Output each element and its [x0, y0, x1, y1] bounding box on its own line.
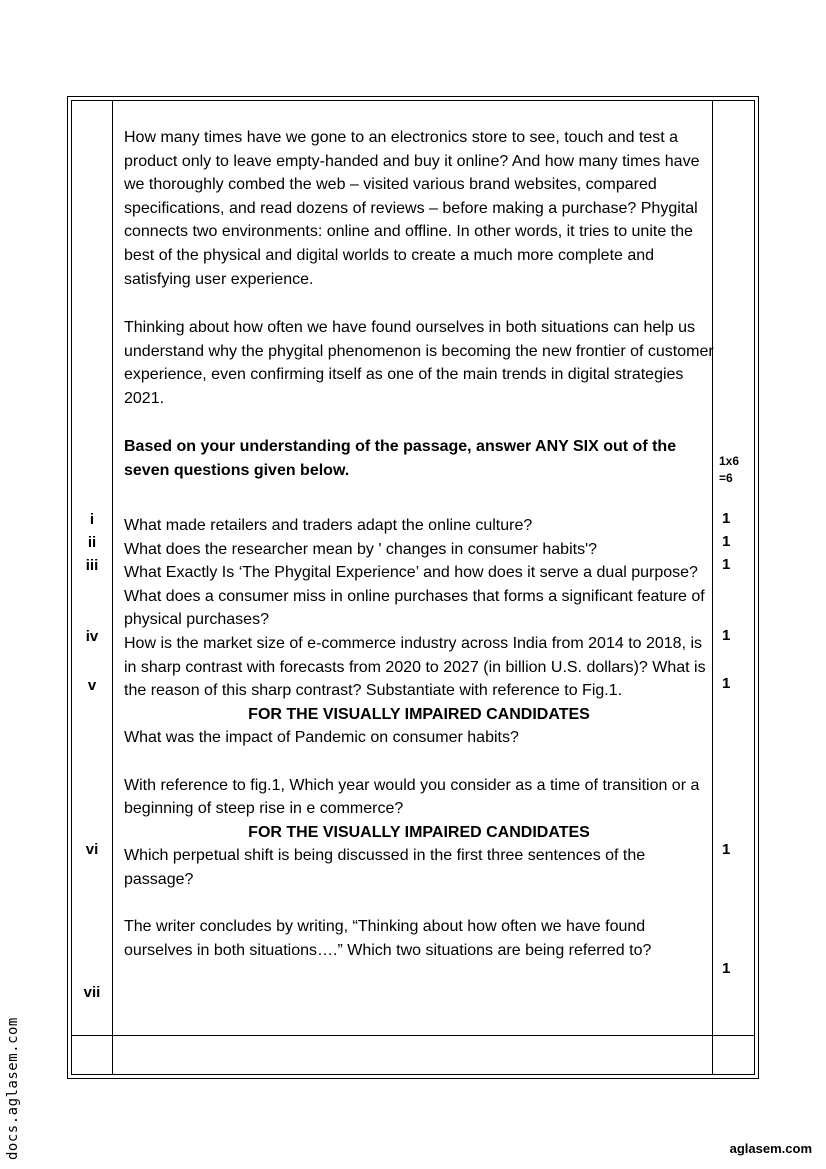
question-number-iii: iii — [85, 557, 99, 574]
marks-iii: 1 — [722, 556, 731, 573]
side-watermark: docs.aglasem.com — [5, 1017, 21, 1160]
questions-block — [124, 514, 714, 962]
marks-iv: 1 — [722, 627, 731, 644]
row-divider-bottom — [72, 1035, 754, 1036]
question-text-ii: What does the researcher mean by ' changes in consumer habits'? — [124, 540, 598, 558]
question-number-vii: vii — [83, 984, 101, 1001]
table-inner-border — [71, 100, 755, 1075]
question-number-iv: iv — [85, 628, 99, 645]
question-number-ii: ii — [87, 534, 97, 551]
column-divider-left — [112, 101, 113, 1074]
question-table — [67, 96, 759, 1079]
question-text-iv: What does a consumer miss in online purchases that forms a significant feature of physical purchases? — [124, 587, 705, 629]
question-text-vii: The writer concludes by writing, “Thinking about how often we have found ourselves in both situations….” Which two situations are being referred to? — [124, 918, 652, 959]
vi-heading-vi: FOR THE VISUALLY IMPAIRED CANDIDATES — [248, 823, 590, 841]
marks-vii: 1 — [722, 960, 731, 977]
passage-paragraph-1: How many times have we gone to an electronics store to see, touch and test a product only to leave empty-handed and buy it online? And how many times have we thoroughly combed the web – visited various brand websites, compared specifications, and read dozens of reviews – before making a purchase? Phygital connects two environments: online and offline. In other words, it tries to unite the best of the physical and digital worlds to create a much more complete and satisfying user experience. — [124, 129, 700, 288]
vi-heading-v: FOR THE VISUALLY IMPAIRED CANDIDATES — [248, 705, 590, 723]
marks-v: 1 — [722, 675, 731, 692]
question-text-vi: With reference to fig.1, Which year would you consider as a time of transition or a beginning of steep rise in e commerce? — [124, 776, 700, 818]
question-text-iii: What Exactly Is ‘The Phygital Experience’ and how does it serve a dual purpose? — [124, 564, 698, 582]
question-text-i: What made retailers and traders adapt the online culture? — [124, 517, 533, 534]
vi-text-vi: Which perpetual shift is being discussed in the first three sentences of the passage? — [124, 847, 646, 888]
instruction-text: Based on your understanding of the passage, answer ANY SIX out of the seven questions given below. — [124, 438, 677, 479]
vi-text-v: What was the impact of Pandemic on consumer habits? — [124, 729, 519, 747]
passage-paragraph-2: Thinking about how often we have found ourselves in both situations can help us understand why the phygital phenomenon is becoming the new frontier of customer experience, even confirming itself as one of the main trends in digital strategies 2021. — [124, 319, 714, 407]
instruction-marks: 1x6 =6 — [719, 454, 740, 485]
question-number-i: i — [89, 511, 95, 528]
marks-ii: 1 — [722, 533, 731, 550]
question-text-v: How is the market size of e-commerce industry across India from 2014 to 2018, is in sharp contrast with forecasts from 2020 to 2027 (in billion U.S. dollars)? What is the reason of this sharp contrast? Substantiate with reference to Fig.1. — [124, 634, 706, 700]
question-number-v: v — [87, 677, 97, 694]
marks-i: 1 — [722, 510, 731, 527]
question-number-vi: vi — [85, 841, 99, 858]
footer-site: aglasem.com — [729, 1141, 812, 1156]
marks-vi: 1 — [722, 841, 731, 858]
